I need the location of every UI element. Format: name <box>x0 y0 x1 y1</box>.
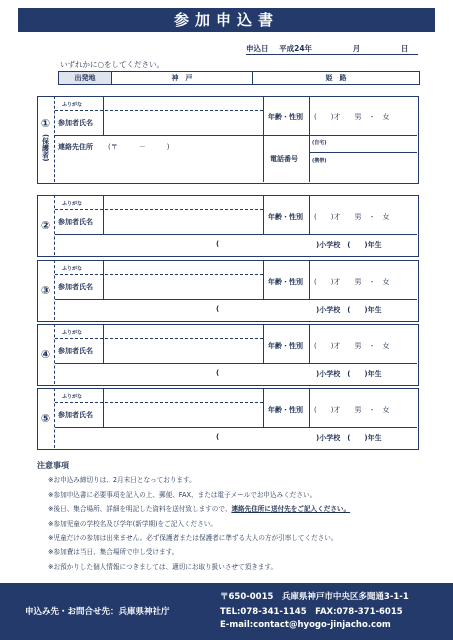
furigana-label: ふりがな <box>62 266 83 272</box>
origin-table <box>58 71 420 85</box>
school-grade-field[interactable]: )小学校 ( )年生 <box>316 241 382 249</box>
participant-name-label: 参加者氏名 <box>58 283 93 291</box>
age-column-divider <box>263 261 264 299</box>
furigana-label: ふりがな <box>62 102 83 108</box>
school-field-open: ( <box>216 240 220 248</box>
instruction-text: いずれかに○をしてください。 <box>60 60 165 69</box>
footer-phone-fax: TEL:078-341-1145 FAX:078-371-6015 <box>220 607 403 617</box>
furigana-label: ふりがな <box>62 330 83 336</box>
school-grade-field[interactable]: )小学校 ( )年生 <box>316 434 382 442</box>
form-title: 参加申込書 <box>18 8 435 32</box>
school-field-open: ( <box>216 433 220 441</box>
footer-address: 〒650-0015 兵庫県神戸市中央区多聞通3-1-1 <box>220 592 409 602</box>
school-field-open: ( <box>216 369 220 377</box>
note-item: ※参加申込書に必要事項を記入の上、郵便、FAX、または電子メールでお申込みください。 <box>48 491 317 499</box>
note-item: ※お預かりした個人情報につきましては、適切にお取り扱いさせて頂きます。 <box>48 563 278 571</box>
school-field-open: ( <box>216 305 220 313</box>
date-label: 申込日 <box>246 44 269 53</box>
footer-email[interactable]: E-mail:contact@hyogo-jinjacho.com <box>220 620 391 630</box>
age-value-divider <box>309 325 310 363</box>
note-item: ※参加児童の学校名及び学年(新学期)をご記入ください。 <box>48 520 217 528</box>
phone-column-divider <box>263 135 264 182</box>
school-row-divider <box>55 427 417 428</box>
date-day: 日 <box>400 44 409 53</box>
origin-option-himeji[interactable]: 姫 路 <box>325 74 347 82</box>
age-column-divider <box>263 196 264 234</box>
notes-title: 注意事項 <box>37 461 69 470</box>
age-gender-value[interactable]: ( )才 男 ・ 女 <box>314 113 390 121</box>
furigana-divider <box>55 402 263 403</box>
age-gender-value[interactable]: ( )才 男 ・ 女 <box>314 342 390 350</box>
age-value-divider <box>309 261 310 299</box>
age-value-divider <box>309 389 310 427</box>
origin-label: 出発地 <box>59 72 112 84</box>
date-month: 月 <box>352 44 361 53</box>
phone-divider <box>309 152 417 153</box>
phone-number-label: 電話番号 <box>270 155 298 163</box>
school-grade-field[interactable]: )小学校 ( )年生 <box>316 306 382 314</box>
name-column-divider <box>103 261 104 299</box>
footer-contact-label: 申込み先・お問合せ先：兵庫県神社庁 <box>25 607 170 617</box>
furigana-label: ふりがな <box>62 201 83 207</box>
origin-option-kobe[interactable]: 神 戸 <box>112 72 253 84</box>
furigana-divider <box>55 274 263 275</box>
note-item: ※後日、集合場所、詳細を明記した資料を送付致しますので、連絡先住所に送付先をご記入ください。 <box>48 505 351 513</box>
age-gender-value[interactable]: ( )才 男 ・ 女 <box>314 278 390 286</box>
phone-value-divider <box>309 135 310 182</box>
note-emphasis: 連絡先住所に送付先をご記入ください。 <box>231 505 351 513</box>
application-date <box>246 43 408 54</box>
name-column-divider <box>103 325 104 363</box>
age-gender-label: 年齢・性別 <box>268 342 303 350</box>
age-gender-label: 年齢・性別 <box>268 278 303 286</box>
furigana-divider <box>55 209 263 210</box>
guardian-label: (保護者) <box>41 133 50 162</box>
age-column-divider <box>263 389 264 427</box>
note-item: ※参加費は当日、集合場所で申し受けます。 <box>48 548 179 556</box>
section-1-divider <box>55 135 417 136</box>
age-column-divider <box>263 325 264 363</box>
date-underline <box>246 54 418 55</box>
age-gender-label: 年齢・性別 <box>268 406 303 414</box>
name-column-divider <box>103 389 104 427</box>
name-column-divider <box>103 97 104 135</box>
school-row-divider <box>55 363 417 364</box>
school-row-divider <box>55 234 417 235</box>
furigana-divider <box>55 338 263 339</box>
age-column-divider <box>263 97 264 135</box>
note-item: ※お申込み締切りは、2月末日となっております。 <box>48 476 196 484</box>
postal-code-field[interactable]: (〒 － ) <box>108 143 170 151</box>
note-item: ※児童だけの参加は出来ません。必ず保護者または保護者に準ずる大人の方が引率してください。 <box>48 534 338 542</box>
participant-name-label: 参加者氏名 <box>58 411 93 419</box>
furigana-divider <box>55 110 263 111</box>
section-4-number: ④ <box>37 324 55 384</box>
footer <box>0 583 453 640</box>
section-5-number: ⑤ <box>37 388 55 448</box>
participant-name-label: 参加者氏名 <box>58 347 93 355</box>
section-2-number: ② <box>37 195 55 255</box>
contact-address-label: 連絡先住所 <box>58 143 93 151</box>
furigana-label: ふりがな <box>62 394 83 400</box>
age-gender-value[interactable]: ( )才 男 ・ 女 <box>314 406 390 414</box>
name-column-divider <box>103 196 104 234</box>
age-value-divider <box>309 196 310 234</box>
phone-home-label: (自宅) <box>312 140 327 146</box>
school-row-divider <box>55 299 417 300</box>
age-gender-label: 年齢・性別 <box>268 113 303 121</box>
age-gender-label: 年齢・性別 <box>268 213 303 221</box>
participant-name-label: 参加者氏名 <box>58 218 93 226</box>
section-1-number: ① (保護者) <box>37 96 55 182</box>
section-3-number: ③ <box>37 260 55 320</box>
school-grade-field[interactable]: )小学校 ( )年生 <box>316 370 382 378</box>
participant-name-label: 参加者氏名 <box>58 119 93 127</box>
age-value-divider <box>309 97 310 135</box>
date-era: 平成24年 <box>279 44 313 53</box>
phone-mobile-label: (携帯) <box>312 158 327 164</box>
age-gender-value[interactable]: ( )才 男 ・ 女 <box>314 213 390 221</box>
